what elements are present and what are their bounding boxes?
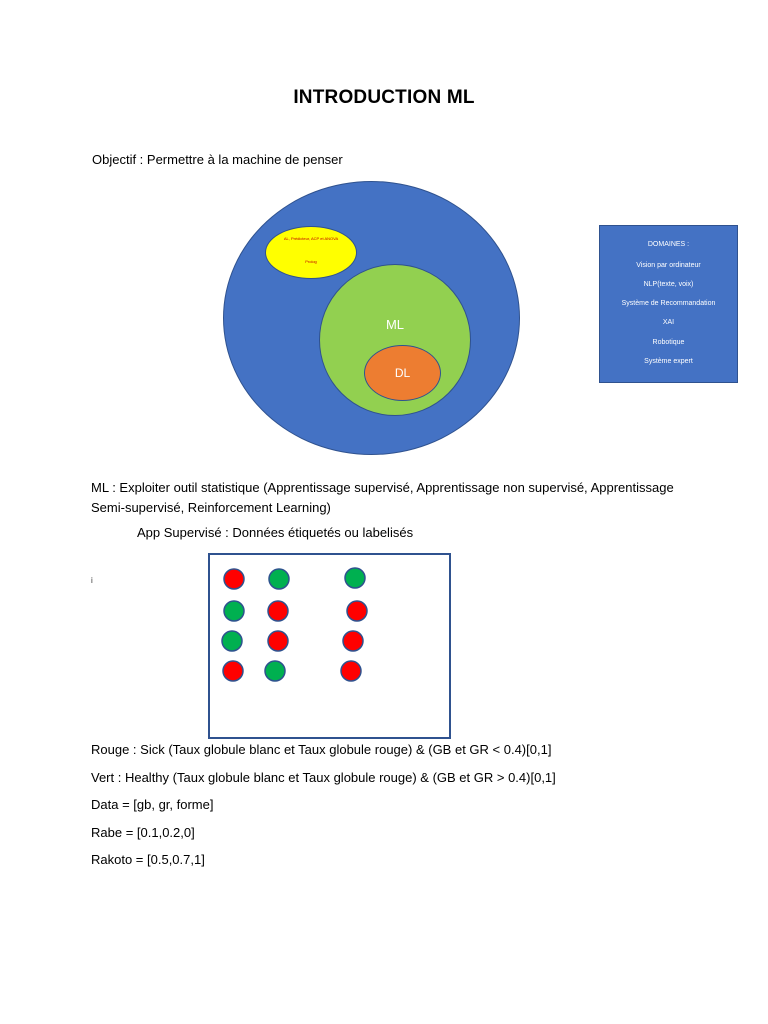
stray-marker: i xyxy=(91,576,93,585)
domaine-item: Système expert xyxy=(644,358,693,365)
domaines-heading: DOMAINES : xyxy=(647,241,690,248)
rouge-definition: Rouge : Sick (Taux globule blanc et Taux globule rouge) & (GB et GR < 0.4)[0,1] xyxy=(91,742,552,757)
rakoto-vector: Rakoto = [0.5,0.7,1] xyxy=(91,852,205,867)
domaine-item: XAI xyxy=(662,319,675,326)
green-point xyxy=(269,569,289,589)
data-definition: Data = [gb, gr, forme] xyxy=(91,797,214,812)
ml-description: ML : Exploiter outil statistique (Apprentissage supervisé, Apprentissage non supervisé, Apprentissage Semi-supervisé, Reinforcement Learning) xyxy=(91,480,674,515)
domaine-item: Vision par ordinateur xyxy=(636,262,701,269)
red-point xyxy=(224,569,244,589)
red-point xyxy=(223,661,243,681)
objectif-text: Objectif : Permettre à la machine de penser xyxy=(92,152,343,167)
red-point xyxy=(343,631,363,651)
domaine-item: NLP(texte, voix) xyxy=(643,281,694,288)
green-point xyxy=(222,631,242,651)
app-supervise-text: App Supervisé : Données étiquetés ou labelisés xyxy=(137,525,414,540)
domaine-item: Robotique xyxy=(652,339,685,346)
rabe-vector: Rabe = [0.1,0.2,0] xyxy=(91,825,195,840)
page-title: INTRODUCTION ML xyxy=(293,87,475,108)
green-point xyxy=(265,661,285,681)
red-point xyxy=(347,601,367,621)
domaine-item: Système de Recommandation xyxy=(621,300,716,307)
statistics-ellipse xyxy=(265,226,357,279)
statistics-ellipse-label: AL, Prédicteur, ACP et ANOVA xyxy=(283,236,339,241)
ml-circle-label: ML xyxy=(385,317,405,332)
prolog-label: Prolog xyxy=(305,259,317,264)
red-point xyxy=(268,601,288,621)
red-point xyxy=(268,631,288,651)
green-point xyxy=(345,568,365,588)
labeled-points-plot xyxy=(208,553,451,739)
red-point xyxy=(341,661,361,681)
dl-circle-label: DL xyxy=(394,366,411,380)
green-point xyxy=(224,601,244,621)
vert-definition: Vert : Healthy (Taux globule blanc et Taux globule rouge) & (GB et GR > 0.4)[0,1] xyxy=(91,770,556,785)
